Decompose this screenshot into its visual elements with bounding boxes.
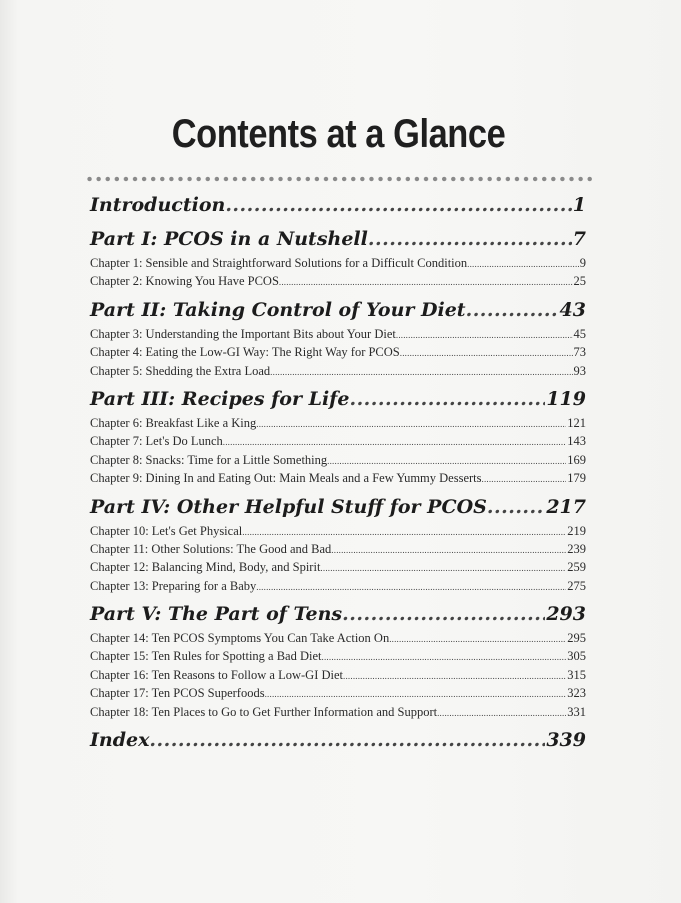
entry-title: Chapter 5: Shedding the Extra Load <box>90 363 271 378</box>
entry-page-number: 339 <box>546 729 586 752</box>
entry-title: Chapter 16: Ten Reasons to Follow a Low-GI Diet <box>90 667 344 682</box>
entry-page-number: 1 <box>572 194 586 216</box>
toc-chapter-entry <box>90 327 586 345</box>
toc-chapter-entry <box>90 579 586 597</box>
dot-leader <box>256 582 566 592</box>
entry-page-number: 7 <box>572 228 586 250</box>
toc-chapter-entry <box>90 416 586 434</box>
toc-chapter-entry <box>90 256 586 274</box>
dot-leader <box>396 330 573 340</box>
entry-page-number: 217 <box>546 495 586 518</box>
entry-title: Introduction <box>90 194 226 216</box>
entry-title: Chapter 1: Sensible and Straightforward Solutions for a Difficult Condition <box>90 256 468 270</box>
toc-part-entry <box>90 388 586 416</box>
entry-title: Chapter 17: Ten PCOS Superfoods <box>90 686 265 701</box>
entry-title: Chapter 2: Knowing You Have PCOS <box>90 274 279 289</box>
entry-title: Chapter 12: Balancing Mind, Body, and Spirit <box>90 560 321 575</box>
entry-page-number: 93 <box>573 363 586 378</box>
toc-chapter-entry <box>90 471 586 489</box>
entry-title: Chapter 7: Let's Do Lunch <box>90 434 223 449</box>
dot-leader <box>482 474 567 484</box>
entry-page-number: 121 <box>567 415 586 430</box>
dot-leader <box>225 194 571 216</box>
toc-chapter-entry <box>90 705 586 723</box>
dot-leader <box>256 419 566 429</box>
entry-title: Chapter 3: Understanding the Important Bits about Your Diet <box>90 326 396 341</box>
entry-title: Part IV: Other Helpful Stuff for PCOS <box>90 495 487 518</box>
dot-leader <box>437 708 566 718</box>
entry-page-number: 25 <box>573 274 586 289</box>
toc-chapter-entry <box>90 668 586 686</box>
toc-part-entry <box>90 603 586 631</box>
toc-chapter-entry <box>90 631 586 649</box>
entry-page-number: 315 <box>567 667 586 682</box>
toc-chapter-entry <box>90 524 586 542</box>
dot-leader <box>149 729 545 751</box>
entry-title: Index <box>90 729 150 752</box>
dot-leader <box>389 634 566 644</box>
entry-title: Chapter 11: Other Solutions: The Good and Bad <box>90 541 332 556</box>
dot-leader <box>265 689 567 699</box>
dot-leader <box>270 367 572 377</box>
toc-chapter-entry <box>90 453 586 471</box>
entry-page-number: 295 <box>567 631 586 646</box>
entry-title: Part V: The Part of Tens <box>90 603 343 626</box>
toc-part-entry <box>90 194 586 222</box>
entry-title: Chapter 4: Eating the Low-GI Way: The Right Way for PCOS <box>90 345 400 360</box>
entry-title: Chapter 18: Ten Places to Go to Get Further Information and Support <box>90 704 438 719</box>
entry-page-number: 275 <box>567 578 586 593</box>
dot-leader <box>327 456 566 466</box>
dot-leader <box>342 603 545 625</box>
entry-page-number: 259 <box>567 560 586 575</box>
toc-chapter-entry <box>90 686 586 704</box>
dot-leader <box>331 545 566 555</box>
entry-page-number: 119 <box>546 387 586 410</box>
entry-page-number: 9 <box>579 256 586 270</box>
toc-part-entry <box>90 729 586 757</box>
dot-leader <box>279 277 573 287</box>
entry-page-number: 331 <box>567 704 586 719</box>
page-title: Contents at a Glance <box>171 112 506 156</box>
entry-page-number: 43 <box>559 298 586 321</box>
dot-leader <box>349 388 545 410</box>
entry-title: Chapter 14: Ten PCOS Symptoms You Can Take Action On <box>90 631 390 646</box>
toc-chapter-entry <box>90 649 586 667</box>
dot-leader <box>223 437 566 447</box>
dot-leader <box>368 228 572 250</box>
toc-part-entry <box>90 496 586 524</box>
toc-chapter-entry <box>90 560 586 578</box>
toc-chapter-entry <box>90 274 586 292</box>
dot-leader <box>466 299 559 321</box>
entry-title: Chapter 8: Snacks: Time for a Little Something <box>90 452 328 467</box>
dot-leader <box>242 527 566 537</box>
entry-page-number: 179 <box>567 471 586 486</box>
toc-chapter-entry <box>90 542 586 560</box>
table-of-contents <box>90 194 586 757</box>
dotted-divider <box>85 174 592 184</box>
entry-page-number: 219 <box>567 523 586 538</box>
entry-page-number: 323 <box>567 686 586 701</box>
entry-page-number: 239 <box>567 541 586 556</box>
dot-leader <box>487 496 545 518</box>
entry-title: Chapter 10: Let's Get Physical <box>90 523 243 538</box>
entry-page-number: 73 <box>573 345 586 360</box>
entry-title: Chapter 15: Ten Rules for Spotting a Bad Diet <box>90 649 322 664</box>
entry-page-number: 293 <box>546 603 586 626</box>
entry-page-number: 169 <box>567 452 586 467</box>
entry-title: Chapter 6: Breakfast Like a King <box>90 415 257 430</box>
toc-part-entry <box>90 299 586 327</box>
dot-leader <box>400 348 573 358</box>
entry-title: Part II: Taking Control of Your Diet <box>90 298 466 321</box>
dot-leader <box>343 671 566 681</box>
toc-chapter-entry <box>90 434 586 452</box>
entry-title: Chapter 13: Preparing for a Baby <box>90 578 257 593</box>
dot-leader <box>320 563 566 573</box>
toc-chapter-entry <box>90 345 586 363</box>
entry-page-number: 143 <box>567 434 586 449</box>
dot-leader <box>322 652 567 662</box>
entry-title: Part I: PCOS in a Nutshell <box>90 228 368 250</box>
entry-page-number: 45 <box>573 326 586 341</box>
toc-chapter-entry <box>90 364 586 382</box>
entry-title: Chapter 9: Dining In and Eating Out: Main Meals and a Few Yummy Desserts <box>90 471 482 486</box>
dot-leader <box>467 259 579 269</box>
entry-title: Part III: Recipes for Life <box>90 387 350 410</box>
toc-part-entry <box>90 228 586 256</box>
entry-page-number: 305 <box>567 649 586 664</box>
